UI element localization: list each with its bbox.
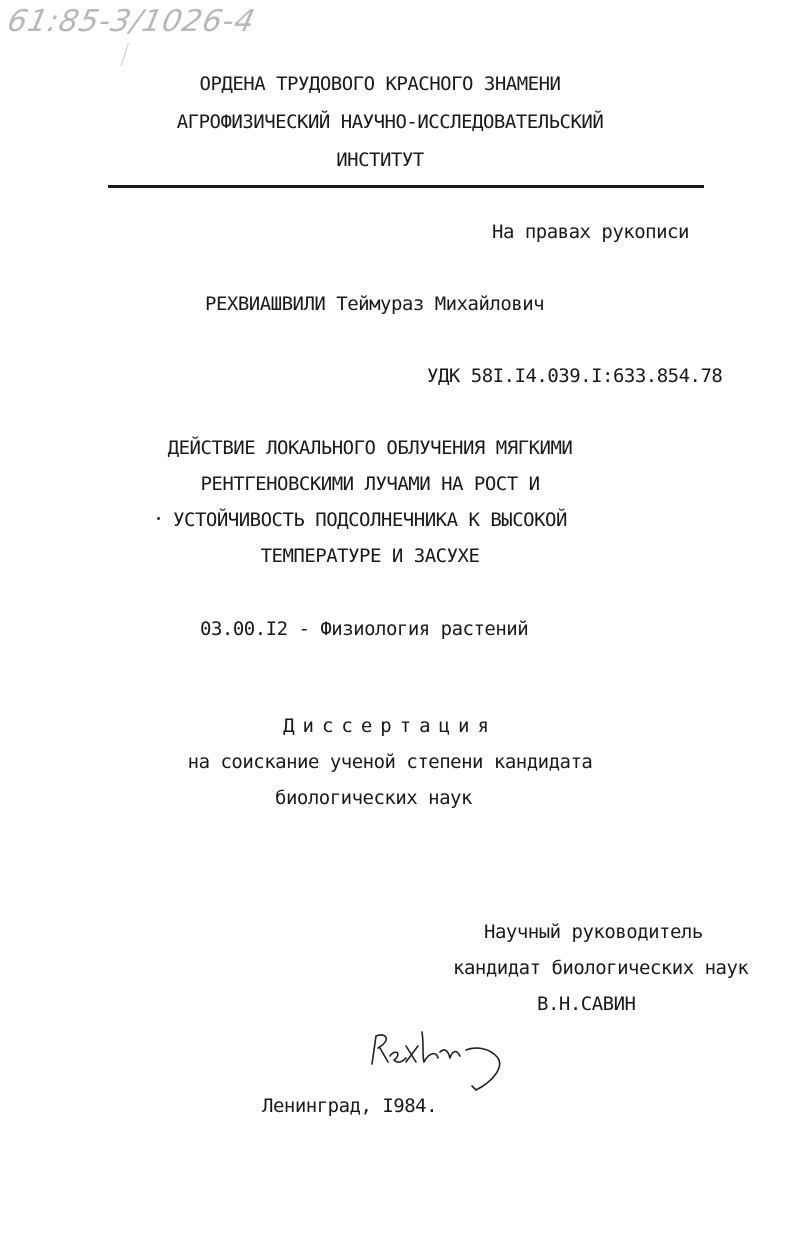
archive-stamp: 61:85-3/1026-4 — [4, 4, 259, 39]
place-and-year: Ленинград, I984. — [262, 1095, 438, 1117]
header-line-1: ОРДЕНА ТРУДОВОГО КРАСНОГО ЗНАМЕНИ — [199, 73, 561, 95]
author-name: РЕХВИАШВИЛИ Теймураз Михайлович — [205, 293, 545, 315]
header-line-3: ИНСТИТУТ — [336, 149, 424, 171]
stamp-pencil-mark — [121, 43, 137, 69]
supervisor-name: В.Н.САВИН — [537, 993, 636, 1015]
title-line-1: ДЕЙСТВИЕ ЛОКАЛЬНОГО ОБЛУЧЕНИЯ МЯГКИМИ — [167, 437, 573, 459]
supervisor-role: Научный руководитель — [484, 921, 703, 943]
specialty: 03.00.I2 - Физиология растений — [200, 618, 529, 640]
manuscript-note: На правах рукописи — [492, 221, 689, 243]
dissertation-line-2: биологических наук — [275, 787, 472, 809]
dissertation-line-1: на соискание ученой степени кандидата — [187, 751, 593, 773]
title-line-2: РЕНТГЕНОВСКИМИ ЛУЧАМИ НА РОСТ И — [200, 473, 540, 495]
title-line-3: УСТОЙЧИВОСТЬ ПОДСОЛНЕЧНИКА К ВЫСОКОЙ — [173, 509, 567, 531]
title-line-4: ТЕМПЕРАТУРЕ И ЗАСУХЕ — [260, 545, 480, 567]
supervisor-degree: кандидат биологических наук — [453, 957, 749, 979]
dissertation-heading: Диссертация — [283, 715, 497, 737]
handwritten-signature — [366, 1018, 526, 1098]
udc-code: УДК 58I.I4.039.I:633.854.78 — [427, 365, 723, 387]
header-divider — [108, 185, 704, 188]
header-line-2: АГРОФИЗИЧЕСКИЙ НАУЧНО-ИССЛЕДОВАТЕЛЬСКИЙ — [176, 111, 604, 133]
